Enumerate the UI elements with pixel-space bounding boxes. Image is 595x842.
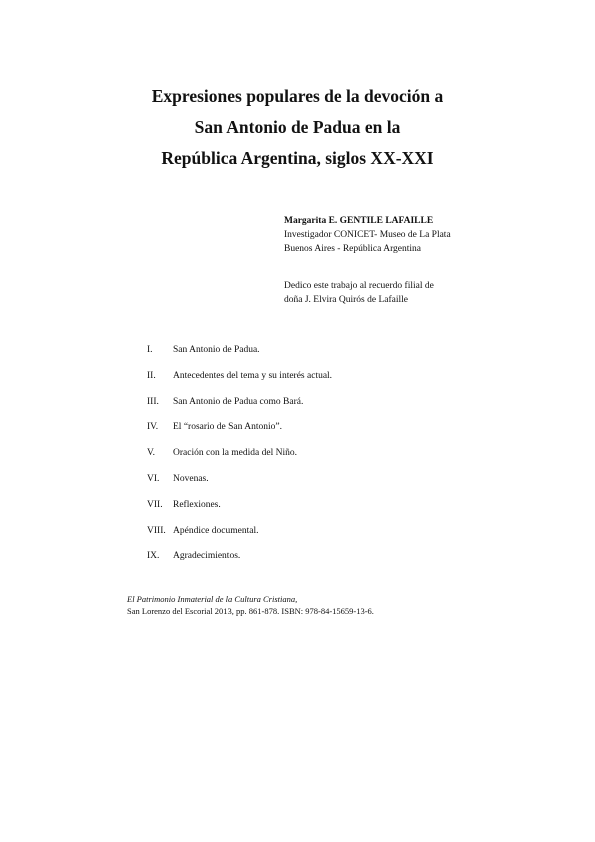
- toc-number: IV.: [147, 422, 159, 433]
- toc-item-8: [147, 524, 547, 550]
- author-location: Buenos Aires - República Argentina: [284, 244, 422, 254]
- toc-item-6: [147, 472, 547, 498]
- toc-label: Oración con la medida del Niño.: [173, 448, 297, 459]
- toc-number: V.: [147, 448, 156, 459]
- toc-number: II.: [147, 370, 156, 381]
- author-affiliation: Investigador CONICET- Museo de La Plata: [284, 230, 451, 240]
- footer-reference: San Lorenzo del Escorial 2013, pp. 861-878. ISBN: 978-84-15659-13-6.: [127, 606, 374, 616]
- table-of-contents: [147, 343, 547, 575]
- toc-label: Apéndice documental.: [173, 525, 259, 536]
- footer-citation: [127, 593, 567, 617]
- toc-label: San Antonio de Padua como Bará.: [173, 396, 304, 407]
- title-line-2: San Antonio de Padua en la: [194, 117, 401, 137]
- toc-number: VIII.: [147, 525, 166, 536]
- toc-label: El “rosario de San Antonio”.: [173, 422, 282, 433]
- toc-label: Novenas.: [173, 473, 209, 484]
- toc-item-5: [147, 446, 547, 472]
- toc-item-1: [147, 343, 547, 369]
- toc-item-7: [147, 498, 547, 524]
- toc-label: Antecedentes del tema y su interés actual.: [173, 370, 333, 381]
- toc-item-4: [147, 420, 547, 446]
- dedication: [284, 279, 584, 307]
- title-line-1: Expresiones populares de la devoción a: [151, 86, 444, 106]
- toc-label: San Antonio de Padua.: [173, 345, 260, 355]
- title-line-3: República Argentina, siglos XX-XXI: [161, 148, 434, 168]
- toc-number: IX.: [147, 551, 160, 562]
- toc-number: VI.: [147, 473, 160, 484]
- toc-number: I.: [147, 345, 153, 355]
- toc-item-9: [147, 549, 547, 575]
- toc-item-3: [147, 395, 547, 421]
- toc-number: III.: [147, 396, 159, 407]
- toc-label: Agradecimientos.: [173, 551, 241, 562]
- author-block: [284, 214, 584, 256]
- toc-number: VII.: [147, 499, 163, 510]
- author-name: Margarita E. GENTILE LAFAILLE: [284, 216, 434, 226]
- dedication-line-1: Dedico este trabajo al recuerdo filial de: [284, 281, 434, 291]
- footer-source: El Patrimonio Inmaterial de la Cultura Cristiana,: [127, 594, 298, 604]
- toc-label: Reflexiones.: [173, 499, 221, 510]
- dedication-line-2: doña J. Elvira Quirós de Lafaille: [284, 295, 408, 305]
- toc-item-2: [147, 369, 547, 395]
